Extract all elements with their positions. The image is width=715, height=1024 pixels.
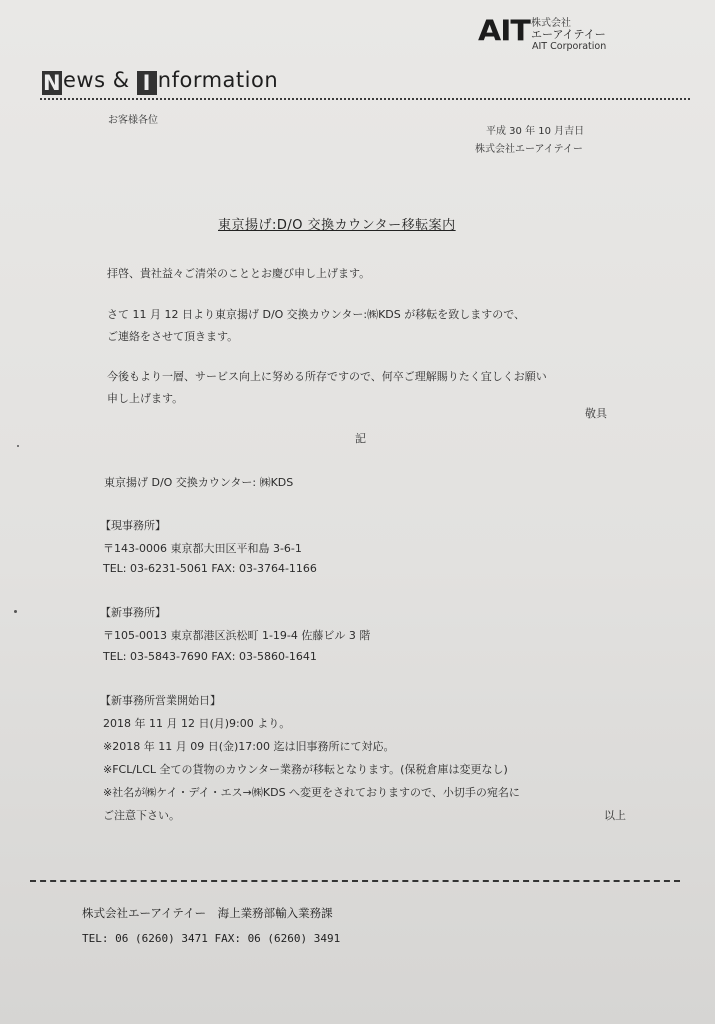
header-news-rest: ews & <box>63 68 137 92</box>
header-divider <box>40 98 690 100</box>
news-information-header <box>42 68 278 95</box>
note-company-name-line-2: ご注意下さい。 <box>103 809 180 822</box>
counter-name: 東京揚げ D/O 交換カウンター: ㈱KDS <box>104 476 294 489</box>
paragraph-3-line-1: 今後もより一層、サービス向上に努める所存ですので、何卒ご理解賜りたく宜しくお願い <box>107 370 547 383</box>
logo-company-prefix: 株式会社 <box>531 18 571 29</box>
closing-ijo: 以上 <box>604 809 626 822</box>
new-office-tel: TEL: 03-5843-7690 FAX: 03-5860-1641 <box>103 650 317 663</box>
greeting: 拝啓、貴社益々ご清栄のこととお慶び申し上げます。 <box>107 267 371 280</box>
closing-keigu: 敬具 <box>585 407 607 420</box>
paragraph-3-line-2: 申し上げます。 <box>107 392 184 405</box>
start-date-heading: 【新事務所営業開始日】 <box>100 694 221 707</box>
logo-company-name-jp: エーアイテイー <box>531 28 606 41</box>
footer-divider <box>30 880 680 882</box>
recipient: お客様各位 <box>108 115 158 126</box>
new-office-address: 〒105-0013 東京都港区浜松町 1-19-4 佐藤ビル 3 階 <box>103 629 371 642</box>
current-office-address: 〒143-0006 東京都大田区平和島 3-6-1 <box>103 542 302 555</box>
current-office-tel: TEL: 03-6231-5061 FAX: 03-3764-1166 <box>103 562 317 575</box>
note-company-name-line-1: ※社名が㈱ケイ・デイ・エス→㈱KDS へ変更をされておりますので、小切手の宛名に <box>103 786 520 799</box>
paragraph-2-line-2: ご連絡をさせて頂きます。 <box>107 330 239 343</box>
header-info-rest: nformation <box>157 68 279 92</box>
header-initial-n: N <box>42 71 62 95</box>
new-office-heading: 【新事務所】 <box>100 606 166 619</box>
start-date: 2018 年 11 月 12 日(月)9:00 より。 <box>103 717 291 730</box>
ki-marker: 記 <box>355 432 366 445</box>
header-initial-i: I <box>137 71 157 95</box>
sender-company: 株式会社エーアイテイー <box>475 144 583 155</box>
note-old-office: ※2018 年 11 月 09 日(金)17:00 迄は旧事務所にて対応。 <box>103 740 395 753</box>
scan-speck <box>14 610 17 613</box>
issue-date: 平成 30 年 10 月吉日 <box>486 126 585 137</box>
ait-logo: AIT <box>478 14 530 49</box>
note-fcl-lcl: ※FCL/LCL 全ての貨物のカウンター業務が移転となります。(保税倉庫は変更なし) <box>103 763 508 776</box>
paragraph-2-line-1: さて 11 月 12 日より東京揚げ D/O 交換カウンター:㈱KDS が移転を致しますので、 <box>107 308 526 321</box>
scan-speck <box>17 445 19 447</box>
logo-company-name-en: AIT Corporation <box>532 41 607 52</box>
footer-contact: TEL: 06 (6260) 3471 FAX: 06 (6260) 3491 <box>82 932 341 945</box>
document-title: 東京揚げ:D/O 交換カウンター移転案内 <box>218 218 456 233</box>
current-office-heading: 【現事務所】 <box>100 519 166 532</box>
footer-department: 株式会社エーアイテイー 海上業務部輸入業務課 <box>82 906 333 920</box>
